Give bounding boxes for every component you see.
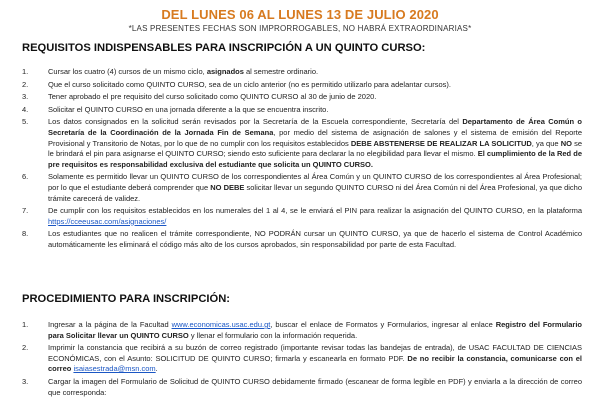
item-text: solicitar llevar un segundo QUINTO CURSO ni del Área Común ni del Área Profesional, ya que dicho trámite carecerá de validez. <box>48 182 583 203</box>
item-text: , ya que <box>531 138 561 148</box>
item-number: 8. <box>22 229 29 239</box>
list-item <box>22 229 582 250</box>
item-text: Los datos consignados en la solicitud serán revisados por la Secretaría de la Escuela correspondiente, Secretaría del <box>48 117 463 127</box>
item-text: , por medio del sistema de asignación de salones y el sistema de emisión del Reporte Provisional y Transitorio de Notas, por lo que de no cumplir con los requisitos establecidos <box>48 127 582 148</box>
item-bold-text: asignados <box>206 67 244 76</box>
item-text: Cargar la imagen del Formulario de Solicitud de QUINTO CURSO debidamente firmado (escanear de forma legible en PDF) y enviarla a la dirección de correo que corresponda: <box>48 376 582 397</box>
list-item <box>22 343 582 375</box>
list-item <box>22 377 582 398</box>
item-text: . <box>155 364 158 374</box>
faculty-website-link[interactable]: www.economicas.usac.edu.gt <box>171 320 271 329</box>
item-text: y llenar el formulario con la información requerida. <box>188 330 358 340</box>
item-number: 1. <box>22 320 29 329</box>
item-number: 5. <box>22 117 29 127</box>
list-item <box>22 92 582 103</box>
item-number: 2. <box>22 343 29 353</box>
item-bold-text: NO DEBE <box>210 182 245 192</box>
item-text: , buscar el enlace de Formatos y Formularios, ingresar al enlace <box>270 320 496 329</box>
list-item <box>22 320 582 341</box>
list-item <box>22 172 582 204</box>
procedure-heading: PROCEDIMIENTO PARA INSCRIPCIÓN: <box>22 293 231 305</box>
item-bold-text: NO <box>560 138 572 148</box>
item-text: Cursar los cuatro (4) cursos de un mismo ciclo, <box>48 67 207 76</box>
list-item <box>22 80 582 91</box>
item-number: 1. <box>22 67 29 76</box>
item-number: 3. <box>22 92 29 102</box>
item-number: 7. <box>22 206 29 216</box>
list-item <box>22 105 582 116</box>
procedure-list <box>22 320 582 400</box>
item-text: Tener aprobado el pre requisito del curso solicitado como QUINTO CURSO al 30 de junio de 2020. <box>48 92 377 102</box>
item-number: 2. <box>22 79 29 89</box>
item-number: 6. <box>22 172 29 182</box>
item-text: Solamente es permitido llevar un QUINTO CURSO de los correspondientes al Área Común y un QUINTO CURSO de los correspondientes al Área Profesional; por lo que el estudiante deberá comprender que <box>48 172 582 192</box>
item-bold-text: Registro del Formulario para Solicitar llevar un QUINTO CURSO <box>48 320 583 340</box>
item-text: Los estudiantes que no realicen el trámite correspondiente, NO PODRÁN cursar un QUINTO CURSO, ya que de hacerlo el sistema de Control Académico automáticamente les eliminará el código más alto de los cursos aprobados, sin responsabilidad por parte de esta Facultad. <box>48 229 582 249</box>
asignaciones-link[interactable]: https://cceeusac.com/asignaciones/ <box>48 216 167 226</box>
item-text: Ingresar a la página de la Facultad <box>48 320 172 329</box>
item-bold-text: DEBE ABSTENERSE DE REALIZAR LA SOLICITUD <box>350 138 532 148</box>
deadline-notice: *LAS PRESENTES FECHAS SON IMPRORROGABLES, NO HABRÁ EXTRAORDINARIAS* <box>128 24 472 33</box>
item-text: Solicitar el QUINTO CURSO en una jornada diferente a la que se encuentra inscrito. <box>48 104 329 114</box>
item-text: Imprimir la constancia que recibirá a su buzón de correo registrado (importante revisar todas las bandejas de entrada), de USAC FACULTAD DE CIENCIAS ECONÓMICAS, con el Asunto: SOLICITUD DE QUINTO CURSO; firmarla y escanearla en formato PDF. <box>48 343 582 363</box>
item-number: 3. <box>22 376 29 386</box>
item-bold-text: El cumplimiento de la Red de pre requisitos es responsabilidad exclusiva del estudiante que solicita un QUINTO CURSO. <box>48 149 582 169</box>
list-item <box>22 206 582 227</box>
list-item <box>22 117 582 170</box>
contact-email-link[interactable]: isaiasestrada@msn.com <box>73 364 156 374</box>
item-number: 4. <box>22 104 29 114</box>
item-bold-text: De no recibir la constancia, comunicarse con el correo <box>48 353 582 374</box>
date-range-title: DEL LUNES 06 AL LUNES 13 DE JULIO 2020 <box>161 7 439 22</box>
item-text: Que el curso solicitado como QUINTO CURSO, sea de un ciclo anterior (no es permitido utilizarlo para adelantar cursos). <box>48 79 451 89</box>
item-text: De cumplir con los requisitos establecidos en los numerales del 1 al 4, se le enviará el PIN para realizar la asignación del QUINTO CURSO, en la plataforma <box>48 206 582 216</box>
list-item <box>22 67 582 78</box>
item-text: se le brindará el pin para asignarse el QUINTO CURSO; siendo esto suficiente para declarar la no elegibilidad para llevar el mismo. <box>48 138 582 159</box>
item-text: al semestre ordinario. <box>243 67 319 76</box>
requirements-heading: REQUISITOS INDISPENSABLES PARA INSCRIPCIÓN A UN QUINTO CURSO: <box>22 42 426 54</box>
item-bold-text: Departamento de Área Común o Secretaría de la Coordinación de la Jornada Fin de Semana <box>48 117 582 137</box>
requirements-list <box>22 67 582 253</box>
